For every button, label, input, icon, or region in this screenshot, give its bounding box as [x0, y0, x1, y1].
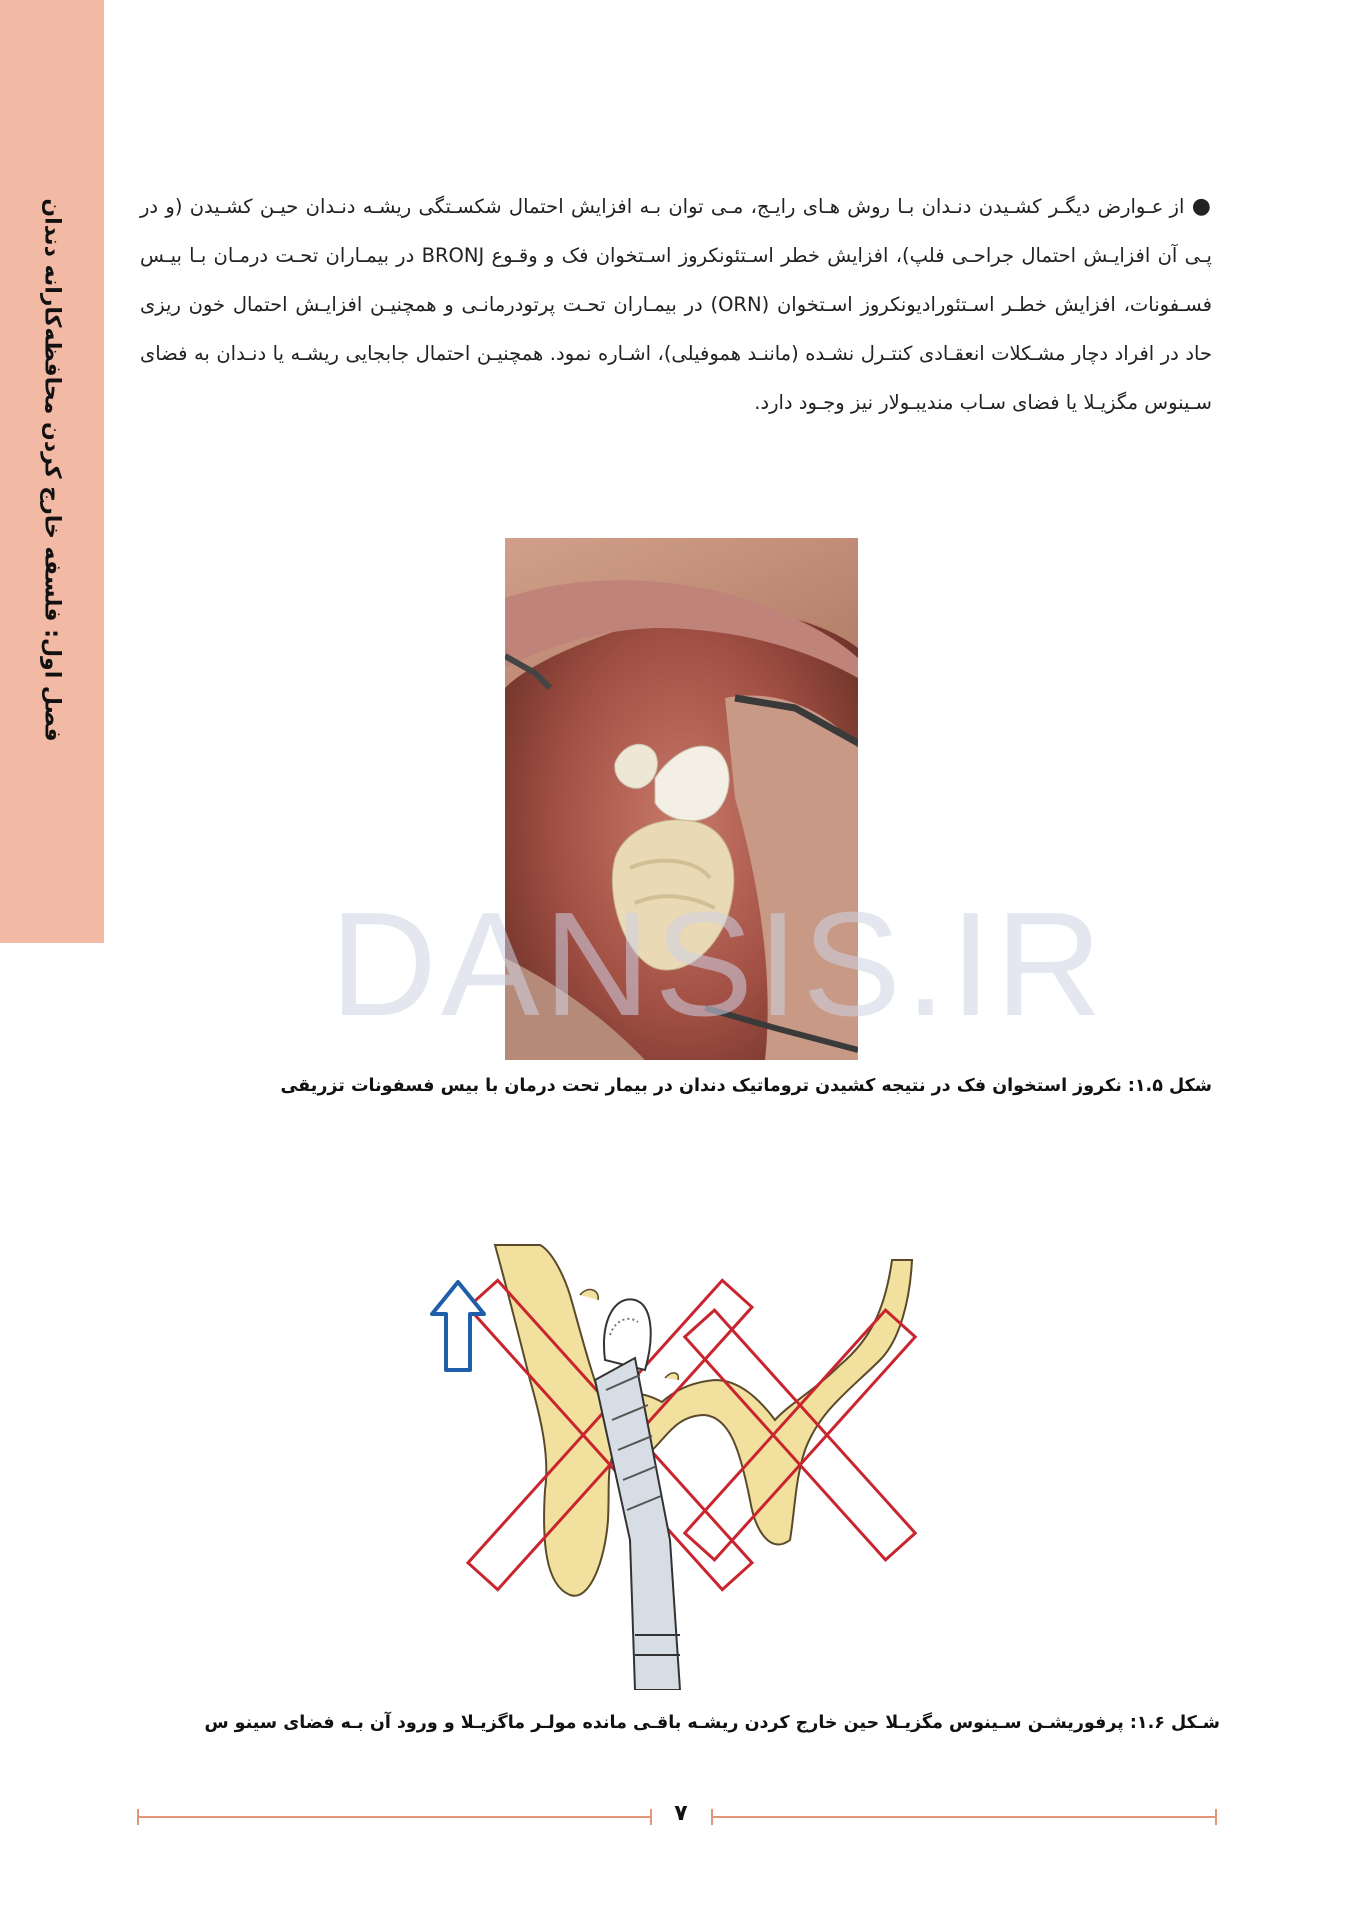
- figure-2-caption: شـکل ۱.۶: پرفوریشـن سـینوس مگزیـلا حین خارج کردن ریشـه باقـی مانده مولـر ماگزیـلا و ورود آن بـه فضای سینو س: [204, 1713, 1220, 1733]
- up-arrow-icon: [432, 1282, 484, 1370]
- diagram-illustration: [430, 1240, 930, 1690]
- bullet-icon: ●: [1191, 194, 1212, 219]
- page-number: ۷: [674, 1801, 688, 1826]
- chapter-sidebar: [0, 0, 104, 943]
- footer-rule-right: [711, 1816, 1216, 1818]
- footer-rule-left: [137, 1816, 651, 1818]
- footer-rule-tick: [711, 1809, 713, 1825]
- figure-1-caption: شکل ۱.۵: نکروز استخوان فک در نتیجه کشیدن تروماتیک دندان در بیمار تحت درمان با بیس فسفونات تزریقی: [280, 1076, 1212, 1096]
- sinus-perforation-diagram: [430, 1240, 930, 1690]
- footer-rule-tick: [650, 1809, 652, 1825]
- chapter-title: فصل اول: فلسفه خارج کردن محافظه‌کارانه دندان: [39, 198, 65, 742]
- body-paragraph: از عـوارض دیگـر کشـیدن دنـدان بـا روش هـای رایـج، مـی توان بـه افزایش احتمال شکسـتگی ریشـه دنـدان حیـن کشـیدن (و در پـی آن افزایـش احتمال جراحـی فلپ)، افزایش خطر اسـتئونکروز اسـتخوان فک و وقـوع BRONJ در بیمـاران تحـت درمـان بـا بیـس فسـفونات، افزایش خطـر اسـتئورادیونکروز اسـتخوان (ORN) در بیمـاران تحـت پرتودرمانـی و همچنیـن افزایـش احتمال خون ریزی حاد در افراد دچار مشـکلات انعقـادی کنتـرل نشـده (ماننـد هموفیلی)، اشـاره نمود. همچنیـن احتمال جابجایی ریشـه یا دنـدان به فضای سـینوس مگزیـلا یا فضای سـاب مندیبـولار نیز وجـود دارد.: [140, 195, 1213, 414]
- footer-rule-tick: [1215, 1809, 1217, 1825]
- footer-rule-tick: [137, 1809, 139, 1825]
- body-paragraph-block: [140, 182, 1212, 427]
- watermark: DANSIS.IR: [330, 882, 1107, 1047]
